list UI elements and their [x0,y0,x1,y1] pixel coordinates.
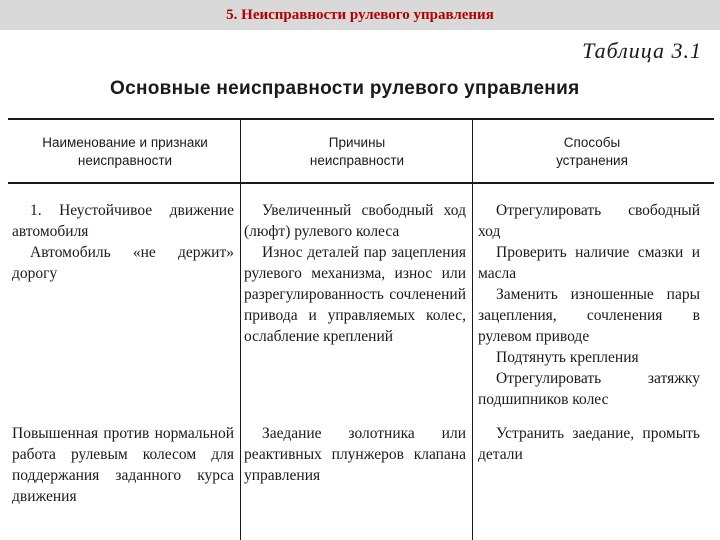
column-divider-1 [240,120,241,540]
row1-remedies-cell [478,200,700,410]
slide-header [0,0,720,30]
row2-remedy-line: Устранить заедание, промыть детали [478,425,700,463]
table-top-rule [8,118,714,120]
row2-cause-line: Заедание золотника или реактивных плунжеров клапана управления [244,425,466,484]
row1-remedy-line: Проверить наличие смазки и масла [478,244,700,282]
row1-causes-cell [244,200,466,347]
row1-remedy-line: Отрегулировать затяжку подшипников колес [478,370,700,408]
column-divider-2 [472,120,473,540]
table-title: Основные неисправности рулевого управления [110,78,580,99]
column-header-remedies: Способы устранения [556,135,628,168]
column-header-name: Наименование и признаки неисправности [42,135,208,168]
scanned-table-page [0,30,720,540]
row1-cause-line: Износ деталей пар зацепления рулевого механизма, износ или разрегулированность сочленений привода и управляемых колес, ослабление креплений [244,244,466,345]
row1-name-line: 1. Неустойчивое движение автомобиля [12,202,234,240]
row2-remedies-cell [478,423,700,465]
table-number: Таблица 3.1 [582,38,702,63]
row2-name-cell [12,423,234,507]
row1-remedy-line: Заменить изношенные пары зацепления, сочленения в рулевом приводе [478,286,700,345]
column-header-causes: Причины неисправности [309,135,405,168]
row1-cause-line: Увеличенный свободный ход (люфт) рулевого колеса [244,202,466,240]
header-bottom-rule [8,182,714,184]
row1-name-line: Автомобиль «не держит» дорогу [12,244,234,282]
slide-title: 5. Неисправности рулевого управления [226,6,494,23]
row1-remedy-line: Подтянуть крепления [496,349,639,366]
row2-name-line: Повышенная против нормальной работа рулевым колесом для поддержания заданного курса движения [12,425,234,505]
row2-causes-cell [244,423,466,486]
row1-remedy-line: Отрегулировать свободный ход [478,202,700,240]
row1-name-cell [12,200,234,284]
